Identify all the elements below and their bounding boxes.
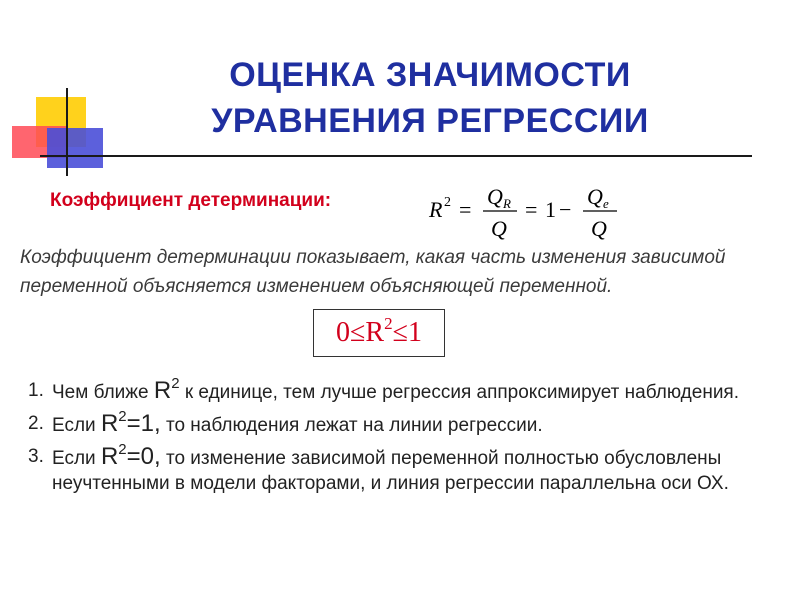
- list-item-prefix: Если: [52, 448, 101, 469]
- r2-symbol: $R^2=1$,: [100, 408, 161, 437]
- formula-r: R: [429, 197, 443, 222]
- list-item-suffix: то наблюдения лежат на линии регрессии.: [160, 415, 543, 436]
- list-item-number: 2.: [28, 413, 44, 434]
- list-item: [28, 408, 773, 438]
- r2-interpretation-list: [28, 375, 773, 502]
- formula-q-den-1: Q: [491, 216, 507, 241]
- r2-symbol: $R^2=0$,: [100, 441, 161, 470]
- list-item-number: 1.: [28, 380, 44, 401]
- title-line-1: ОЦЕНКА ЗНАЧИМОСТИ: [229, 56, 631, 94]
- formula-one: 1: [545, 197, 556, 222]
- range-right: ≤1: [392, 317, 422, 348]
- list-item-suffix: то изменение зависимой переменной полностью обусловлены неучтенными в модели факторами, и линия регрессии параллельна оси ОХ.: [52, 448, 729, 494]
- formula-r-exp: 2: [444, 195, 451, 210]
- decorative-blue-square: [47, 128, 103, 168]
- description-text: Коэффициент детерминации показывает, какая часть изменения зависимой переменной объясняется изменением объясняющей переменной.: [20, 247, 726, 297]
- formula-q-den-2: Q: [591, 216, 607, 241]
- r2-range-box: [313, 309, 445, 357]
- list-item-number: 3.: [28, 446, 44, 467]
- list-item-prefix: Чем ближе: [52, 382, 154, 403]
- formula-eq-2: =: [525, 197, 538, 222]
- formula-minus: −: [559, 197, 572, 222]
- formula-qr-sub: R: [503, 196, 511, 211]
- coefficient-label: Коэффициент детерминации:: [50, 190, 332, 211]
- list-item-suffix: к единице, тем лучше регрессия аппроксимирует наблюдения.: [179, 382, 739, 403]
- formula-qr: Q: [487, 184, 503, 209]
- formula-eq-1: =: [459, 197, 472, 222]
- formula-qe: Q: [587, 184, 603, 209]
- determination-formula: [425, 176, 645, 246]
- range-left: 0≤R: [336, 317, 385, 348]
- decorative-vertical-line: [66, 88, 68, 176]
- list-item: [28, 375, 773, 405]
- title-line-2: УРАВНЕНИЯ РЕГРЕССИИ: [211, 102, 649, 140]
- formula-qe-sub: e: [603, 196, 609, 211]
- range-exp: 2: [384, 314, 393, 333]
- title-underline: [40, 155, 752, 157]
- list-item-prefix: Если: [52, 415, 101, 436]
- r2-symbol: $R^2$: [153, 375, 180, 404]
- list-item: [28, 441, 773, 496]
- slide-title: [150, 52, 710, 144]
